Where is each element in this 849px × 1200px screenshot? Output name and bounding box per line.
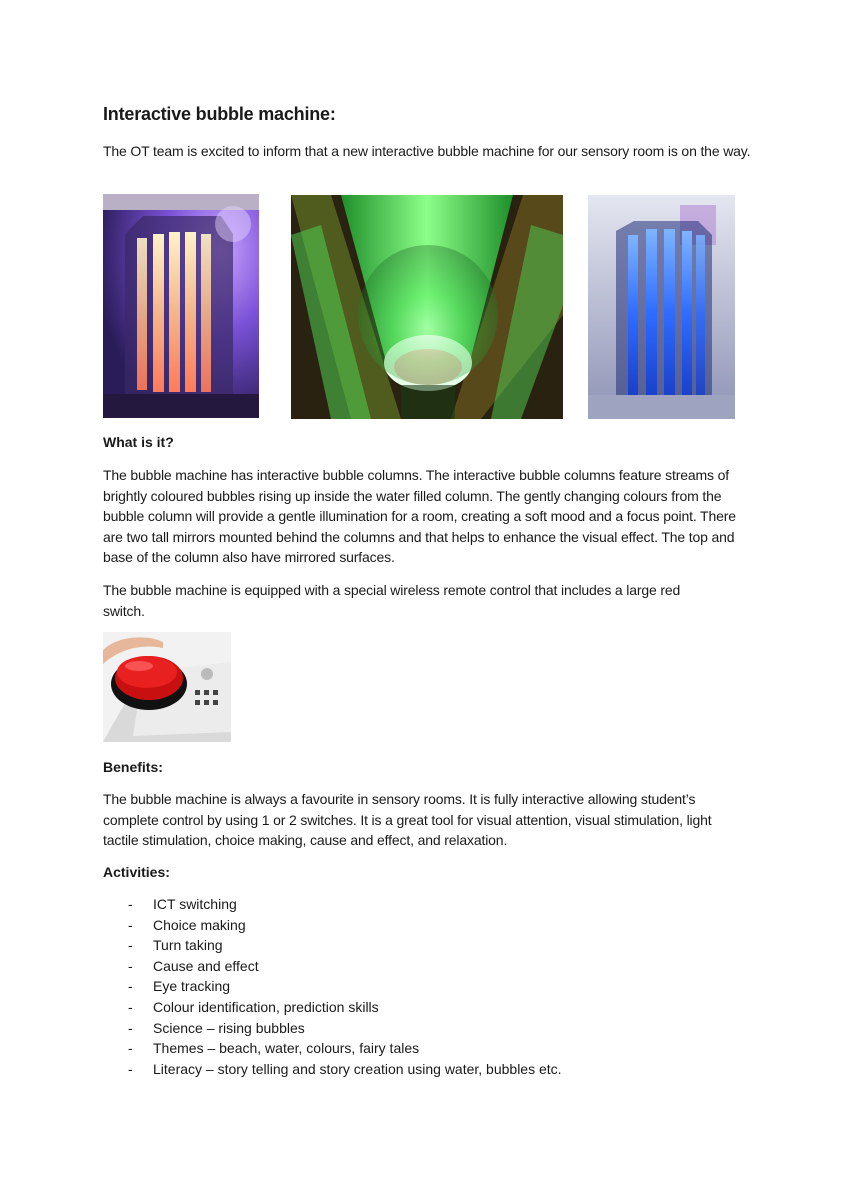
what-is-it-paragraph: The bubble machine has interactive bubble columns. The interactive bubble columns feature streams of brightly coloured bubbles rising up inside the water filled column. The gently changing colours from the bubble column will provide a gentle illumination for a room, creating a soft mood and a focus point. There are two tall mirrors mounted behind the columns and that helps to enhance the visual effect. The top and base of the column also have mirrored surfaces.	[103, 467, 736, 565]
bullet-dash: -	[128, 896, 133, 912]
red-switch-remote-photo	[103, 632, 231, 742]
remote-control-paragraph: The bubble machine is equipped with a special wireless remote control that includes a large red switch.	[103, 582, 681, 619]
intro-paragraph: The OT team is excited to inform that a new interactive bubble machine for our sensory room is on the way.	[103, 143, 751, 159]
bullet-dash: -	[128, 916, 133, 933]
activity-item	[128, 1018, 748, 1039]
activities-heading: Activities:	[103, 864, 170, 880]
activity-text: ICT switching	[153, 896, 237, 912]
activity-text: Eye tracking	[153, 978, 231, 995]
activity-item	[128, 976, 748, 997]
what-is-it-heading: What is it?	[103, 434, 174, 450]
activity-item	[128, 1038, 748, 1059]
activities-list	[128, 894, 748, 1079]
page-title: Interactive bubble machine:	[103, 104, 336, 124]
bubble-columns-blue-photo	[588, 195, 735, 419]
activity-item	[128, 956, 748, 977]
bullet-dash: -	[128, 957, 133, 974]
activity-text: Cause and effect	[153, 957, 259, 974]
bullet-dash: -	[128, 1019, 133, 1036]
bullet-dash: -	[128, 1060, 133, 1077]
bubble-column-green-photo	[291, 195, 563, 419]
benefits-paragraph: The bubble machine is always a favourite in sensory rooms. It is fully interactive allowing student’s complete control by using 1 or 2 switches. It is a great tool for visual attention, visual stimulation, light tactile stimulation, choice making, cause and effect, and relaxation.	[103, 791, 712, 848]
bullet-dash: -	[128, 978, 133, 995]
activity-item	[128, 915, 748, 936]
activity-text: Turn taking	[153, 937, 223, 954]
activity-item	[128, 894, 748, 915]
bullet-dash: -	[128, 998, 133, 1015]
bubble-columns-violet-photo	[103, 194, 259, 418]
bullet-dash: -	[128, 1040, 133, 1057]
activity-item	[128, 997, 748, 1018]
activity-text: Themes – beach, water, colours, fairy tales	[153, 1040, 420, 1057]
bullet-dash: -	[128, 937, 133, 954]
activity-text: Literacy – story telling and story creation using water, bubbles etc.	[153, 1060, 562, 1077]
activity-item	[128, 1059, 748, 1080]
benefits-heading: Benefits:	[103, 759, 163, 775]
activity-text: Colour identification, prediction skills	[153, 998, 379, 1015]
activity-item	[128, 935, 748, 956]
activity-text: Science – rising bubbles	[153, 1019, 305, 1036]
activity-text: Choice making	[153, 916, 246, 933]
